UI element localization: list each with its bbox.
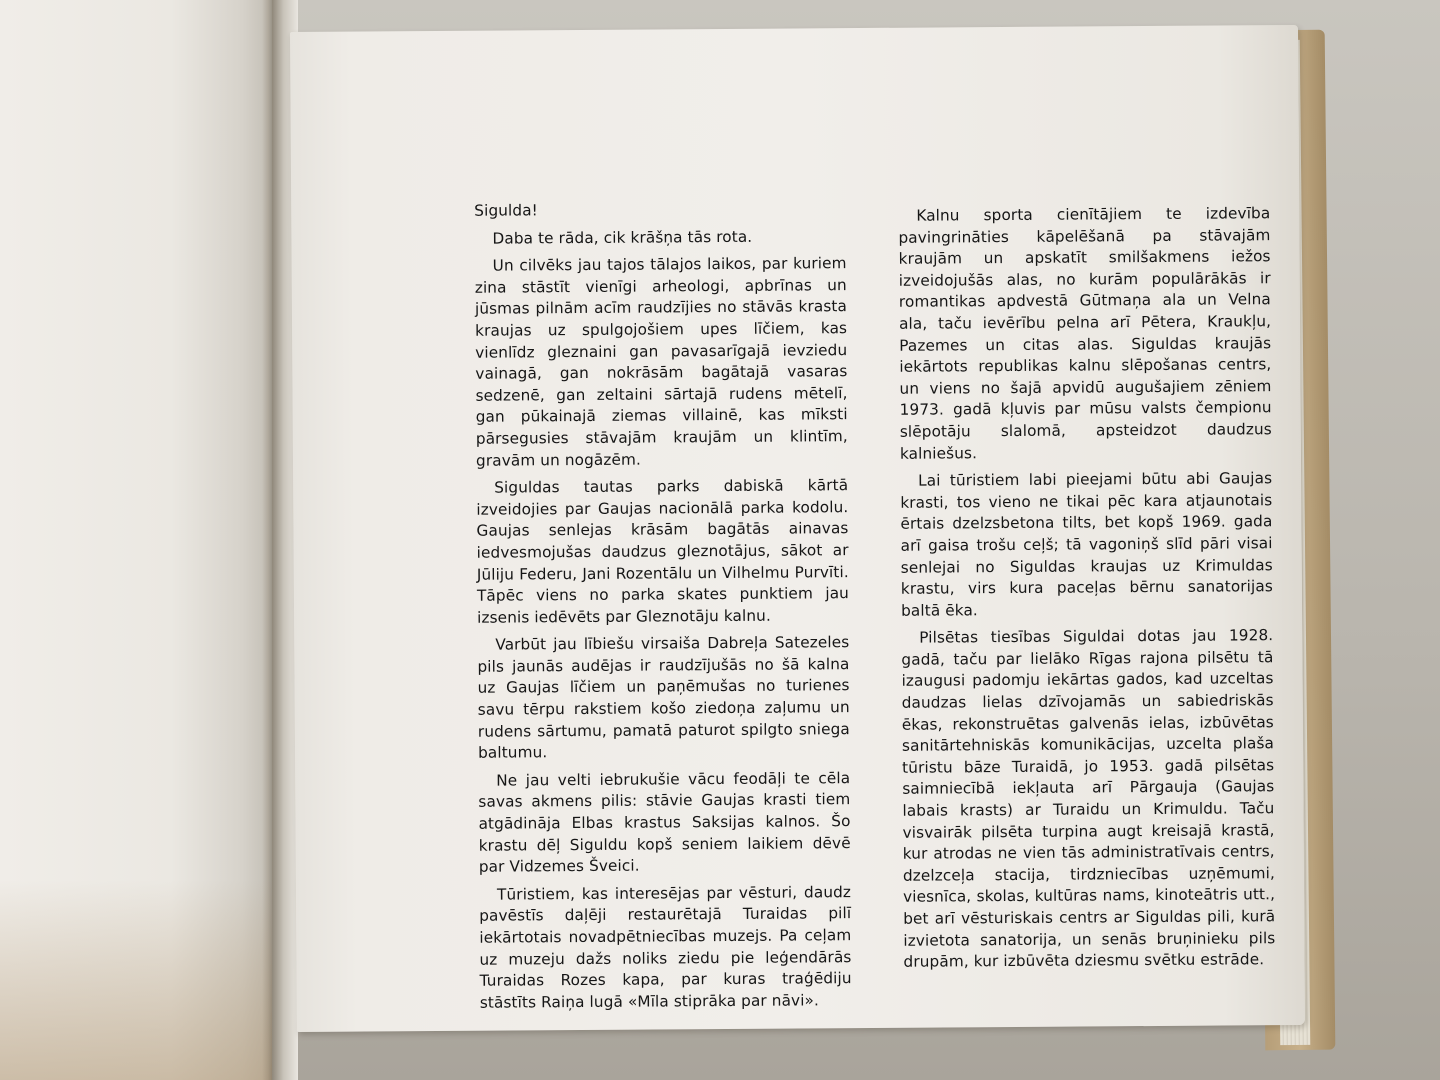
left-page-spine-shadow [262,0,272,1080]
left-page-worn-area [0,880,285,1080]
paragraph: Un cilvēks jau tajos tālajos laikos, par kuriem zina stāstīt vienīgi arheologi, apbrīnas un jūsmas pilnām acīm raudzījies no stāvās krasta kraujas uz spulgojošiem upes līčiem, kas vienlīdz gleznaini gan pavasarīgajā ievziedu vainagā, gan nokrāsām bagātajā vasaras sedzenē, gan zeltaini sārtajā rudens mētelī, gan pūkainajā ziemas villainē, kas mīksti pārsegusies stāvajām kraujām un klintīm, gravām un nogāzēm. [474,254,848,470]
paragraph: Pilsētas tiesības Siguldai dotas jau 1928. gadā, taču par lielāko Rīgas rajona pilsētu tā izaugusi padomju iekārtas gados, kad uzceltas daudzas lielas dzīvojamās un sabiedriskās ēkas, rekonstruētas galvenās ielas, izbūvētas sanitārtehniskās komunikācijas, uzcelta plaša tūristu bāze Turaidā, jo 1953. gadā pilsētas saimniecībā iekļauta arī Pārgauja (Gaujas labais krasts) ar Turaidu un Krimuldu. Taču visvairāk pilsēta turpina augt kreisajā krastā, kur atrodas ne vien tās administratīvais centrs, dzelzceļa stacija, tirdzniecības uzņēmumi, viesnīca, skolas, kultūras nams, kinoteātris utt., bet arī vēsturiskais centrs ar Siguldas pili, kurā izvietota sanatorija, un senās bruņinieku pils drupām, kur izbūvēta dziesmu svētku estrāde. [901,626,1276,971]
paragraph: Kalnu sporta cienītājiem te izdevība pavingrināties kāpelēšanā pa stāvajām kraujām un apskatīt smilšakmens iežos izveidojušās alas, no kurām populārākās ir romantikas apdvestā Gūtmaņa ala un Velna ala, taču ievērību pelna arī Pētera, Kraukļu, Pazemes un citas alas. Siguldas kraujās iekārtots republikas kalnu slēpošanas centrs, un viens no šajā apvidū augušajiem zēniem 1973. gadā kļuvis par mūsu valsts čempionu slēpotāju slalomā, apsteidzot daudzus kalniešus. [898,204,1272,463]
paragraph: Lai tūristiem labi pieejami būtu abi Gaujas krasti, tos vieno ne tikai pēc kara atjaunotais ērtais dzelzsbetona tilts, bet kopš 1969. gada arī gaisa trošu ceļš; tā vagoniņš slīd pāri visai senlejai no Siguldas kraujas uz Krimuldas krastu, virs kura paceļas bērnu sanatorijas baltā ēka. [900,469,1273,620]
paragraph: Tūristiem, kas interesējas par vēsturi, daudz pavēstīs daļēji restaurētajā Turaidas pilī iekārtotais novadpētniecības muzejs. Pa ceļam uz muzeju dažs noliks ziedu pie leģendārās Turaidas Rozes kapa, par kuras traģēdiju stāstīts Raiņa lugā «Mīla stiprāka par nāvi». [479,882,852,1012]
right-text-column [898,203,1275,979]
right-page [290,25,1305,1032]
paragraph: Siguldas tautas parks dabiskā kārtā izveidojies par Gaujas nacionālā parka kodolu. Gaujas senlejas krāsām bagātās ainavas iedvesmojušas daudzus gleznotājus, sākot ar Jūliju Federu, Jani Rozentālu un Vilhelmu Purvīti. Tāpēc viens no parka skates punktiem jau izsenis iedēvēts par Gleznotāju kalnu. [476,476,849,627]
left-page [0,0,285,1080]
paragraph: Ne jau velti iebrukušie vācu feodāļi te cēla savas akmens pilis: stāvie Gaujas krasti tiem atgādināja Elbas krastus Saksijas kalnos. Šo krastu dēļ Siguldu kopš seniem laikiem dēvē par Vidzemes Šveici. [478,768,851,876]
paragraph: Daba te rāda, cik krāšņa tās rota. [492,227,753,248]
column-heading: Sigulda! [474,201,538,220]
paragraph: Varbūt jau lībiešu virsaiša Dabreļa Satezeles pils jaunās audējas ir raudzījušās no šā kalna uz Gaujas līčiem un paņēmušas no turienes savu tērpu rakstiem košo ziedoņa zaļumu un rudens sārtumu, pamatā paturot spilgto sniega baltumu. [477,633,850,762]
left-text-column [474,198,852,1020]
